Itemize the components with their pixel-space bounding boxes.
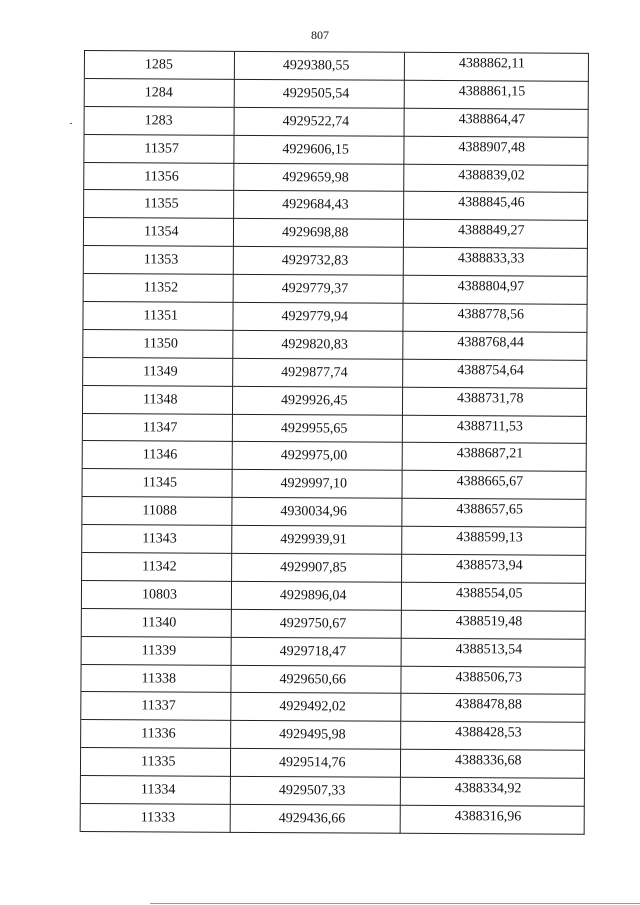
x-coordinate-cell: 4929505,54: [235, 80, 405, 109]
table-row: [83, 414, 587, 445]
point-number-cell: 11342: [82, 553, 232, 582]
table-row: [83, 330, 587, 361]
point-number-cell: 11337: [81, 692, 231, 721]
point-number-cell: 1285: [85, 51, 235, 80]
x-coordinate-cell: 4929507,33: [231, 777, 401, 806]
x-coordinate-cell: 4929718,47: [232, 638, 402, 667]
x-coordinate-cell: 4929926,45: [233, 387, 403, 416]
y-coordinate-cell: 4388861,15: [405, 81, 589, 110]
x-coordinate-cell: 4929779,37: [234, 275, 404, 304]
point-number-cell: 11333: [81, 804, 231, 833]
y-coordinate-cell: 4388845,46: [404, 192, 588, 221]
table-row: [84, 274, 588, 305]
y-coordinate-cell: 4388554,05: [402, 583, 586, 612]
table-row: [83, 441, 587, 472]
table-row: [82, 609, 586, 640]
point-number-cell: 11352: [84, 274, 234, 303]
table-row: [81, 720, 585, 751]
table-row: [81, 665, 585, 696]
y-coordinate-cell: 4388754,64: [403, 360, 587, 389]
x-coordinate-cell: 4929732,83: [234, 247, 404, 276]
point-number-cell: 1284: [85, 79, 235, 108]
point-number-cell: 11356: [84, 163, 234, 192]
point-number-cell: 11350: [83, 330, 233, 359]
x-coordinate-cell: 4929650,66: [231, 665, 401, 694]
point-number-cell: 11357: [84, 135, 234, 164]
x-coordinate-cell: 4929380,55: [235, 52, 405, 81]
x-coordinate-cell: 4929495,98: [231, 721, 401, 750]
y-coordinate-cell: 4388573,94: [402, 555, 586, 584]
x-coordinate-cell: 4929750,67: [232, 610, 402, 639]
x-coordinate-cell: 4929820,83: [233, 331, 403, 360]
point-number-cell: 11334: [81, 776, 231, 805]
table-row: [81, 776, 585, 807]
table-row: [84, 190, 588, 221]
point-number-cell: 11348: [83, 386, 233, 415]
table-row: [83, 386, 587, 417]
table-row: [84, 135, 588, 166]
point-number-cell: 11346: [83, 441, 233, 470]
point-number-cell: 11354: [84, 218, 234, 247]
page-number: 807: [311, 28, 329, 42]
table-row: [85, 79, 589, 110]
point-number-cell: 11345: [83, 469, 233, 498]
table-row: [85, 51, 589, 82]
y-coordinate-cell: 4388864,47: [405, 109, 589, 138]
x-coordinate-cell: 4929659,98: [234, 163, 404, 192]
y-coordinate-cell: 4388665,67: [402, 471, 586, 500]
y-coordinate-cell: 4388711,53: [403, 415, 587, 444]
y-coordinate-cell: 4388657,65: [402, 499, 586, 528]
table-row: [84, 218, 588, 249]
table-row: [84, 246, 588, 277]
x-coordinate-cell: 4929606,15: [234, 136, 404, 165]
point-number-cell: 11338: [81, 665, 231, 694]
point-number-cell: 11353: [84, 246, 234, 275]
y-coordinate-cell: 4388731,78: [403, 387, 587, 416]
point-number-cell: 11335: [81, 748, 231, 777]
margin-mark: [70, 123, 72, 124]
x-coordinate-cell: 4929877,74: [233, 359, 403, 388]
x-coordinate-cell: 4929997,10: [232, 470, 402, 499]
y-coordinate-cell: 4388336,68: [401, 750, 585, 779]
x-coordinate-cell: 4929955,65: [233, 414, 403, 443]
table-row: [82, 637, 586, 668]
x-coordinate-cell: 4929684,43: [234, 191, 404, 220]
point-number-cell: 11343: [82, 525, 232, 554]
table-row: [82, 553, 586, 584]
y-coordinate-cell: 4388478,88: [401, 694, 585, 723]
y-coordinate-cell: 4388428,53: [401, 722, 585, 751]
x-coordinate-cell: 4930034,96: [232, 498, 402, 527]
y-coordinate-cell: 4388506,73: [401, 666, 585, 695]
x-coordinate-cell: 4929939,91: [232, 526, 402, 555]
y-coordinate-cell: 4388907,48: [404, 136, 588, 165]
table-row: [82, 525, 586, 556]
x-coordinate-cell: 4929896,04: [232, 582, 402, 611]
table-row: [85, 107, 589, 138]
table-row: [83, 469, 587, 500]
coordinates-table: [80, 50, 589, 835]
table-row: [81, 692, 585, 723]
point-number-cell: 11088: [82, 497, 232, 526]
table-row: [82, 581, 586, 612]
x-coordinate-cell: 4929492,02: [231, 693, 401, 722]
y-coordinate-cell: 4388316,96: [401, 806, 585, 835]
point-number-cell: 10803: [82, 581, 232, 610]
x-coordinate-cell: 4929779,94: [233, 303, 403, 332]
table-row: [83, 358, 587, 389]
x-coordinate-cell: 4929907,85: [232, 554, 402, 583]
point-number-cell: 11355: [84, 190, 234, 219]
table-row: [83, 302, 587, 333]
y-coordinate-cell: 4388862,11: [405, 53, 589, 82]
y-coordinate-cell: 4388599,13: [402, 527, 586, 556]
table-row: [81, 748, 585, 779]
x-coordinate-cell: 4929975,00: [233, 442, 403, 471]
point-number-cell: 11351: [83, 302, 233, 331]
y-coordinate-cell: 4388849,27: [404, 220, 588, 249]
x-coordinate-cell: 4929436,66: [231, 805, 401, 834]
x-coordinate-cell: 4929514,76: [231, 749, 401, 778]
y-coordinate-cell: 4388833,33: [404, 248, 588, 277]
y-coordinate-cell: 4388778,56: [403, 304, 587, 333]
y-coordinate-cell: 4388513,54: [402, 638, 586, 667]
y-coordinate-cell: 4388519,48: [402, 611, 586, 640]
x-coordinate-cell: 4929698,88: [234, 219, 404, 248]
table-row: [84, 163, 588, 194]
point-number-cell: 11340: [82, 609, 232, 638]
y-coordinate-cell: 4388804,97: [404, 276, 588, 305]
point-number-cell: 1283: [85, 107, 235, 136]
point-number-cell: 11336: [81, 720, 231, 749]
y-coordinate-cell: 4388839,02: [404, 164, 588, 193]
y-coordinate-cell: 4388768,44: [403, 332, 587, 361]
point-number-cell: 11349: [83, 358, 233, 387]
y-coordinate-cell: 4388687,21: [403, 443, 587, 472]
bottom-scan-edge: [150, 903, 640, 904]
point-number-cell: 11347: [83, 414, 233, 443]
y-coordinate-cell: 4388334,92: [401, 778, 585, 807]
table-row: [82, 497, 586, 528]
table-row: [81, 804, 585, 835]
x-coordinate-cell: 4929522,74: [235, 108, 405, 137]
point-number-cell: 11339: [82, 637, 232, 666]
